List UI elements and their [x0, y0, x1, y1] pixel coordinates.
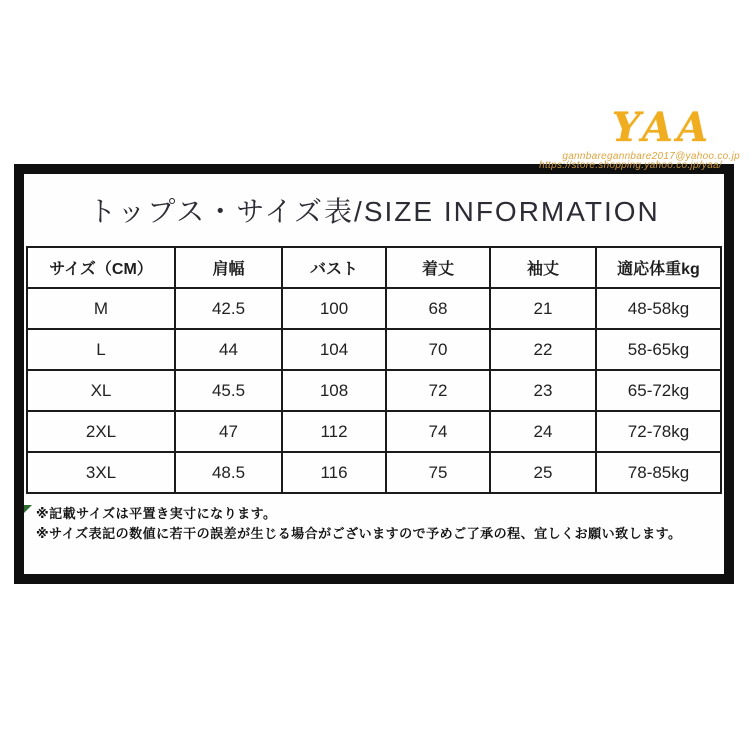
table-cell: 48.5: [175, 452, 282, 493]
table-cell: 25: [490, 452, 596, 493]
title-row: [24, 174, 724, 246]
table-cell: 74: [386, 411, 490, 452]
table-cell: 47: [175, 411, 282, 452]
table-cell: 21: [490, 288, 596, 329]
store-logo-text: YAA: [611, 104, 712, 151]
note-line: ※サイズ表記の数値に若干の誤差が生じる場合がございますので予めご了承の程、宜しくお願い致します。: [36, 526, 682, 542]
note-line: ※記載サイズは平置き実寸になります。: [36, 506, 277, 521]
column-header: 肩幅: [175, 247, 282, 288]
table-cell: 45.5: [175, 370, 282, 411]
size-table-header: [27, 247, 721, 288]
table-cell: 58-65kg: [596, 329, 721, 370]
table-cell: M: [27, 288, 175, 329]
table-cell: 44: [175, 329, 282, 370]
store-email: gannbaregannbare2017@yahoo.co.jp: [562, 151, 740, 162]
notes-section: [24, 494, 724, 544]
table-cell: XL: [27, 370, 175, 411]
table-cell: 72: [386, 370, 490, 411]
table-cell: 2XL: [27, 411, 175, 452]
table-cell: 112: [282, 411, 386, 452]
column-header: 適応体重kg: [596, 247, 721, 288]
table-cell: 78-85kg: [596, 452, 721, 493]
table-cell: 65-72kg: [596, 370, 721, 411]
table-cell: 70: [386, 329, 490, 370]
store-url: https://store.shopping.yahoo.co.jp/yaa/: [539, 160, 722, 171]
table-cell: 75: [386, 452, 490, 493]
table-row: [27, 411, 721, 452]
table-cell: 100: [282, 288, 386, 329]
table-cell: 3XL: [27, 452, 175, 493]
table-cell: 48-58kg: [596, 288, 721, 329]
table-cell: 24: [490, 411, 596, 452]
table-row: [27, 370, 721, 411]
table-cell: L: [27, 329, 175, 370]
size-table: [26, 246, 722, 494]
column-header: 袖丈: [490, 247, 596, 288]
table-row: [27, 452, 721, 493]
column-header: 着丈: [386, 247, 490, 288]
store-logo: [562, 104, 740, 162]
table-cell: 68: [386, 288, 490, 329]
table-row: [27, 329, 721, 370]
table-row: [27, 288, 721, 329]
size-chart-frame: [14, 164, 734, 584]
page-title: トップス・サイズ表/SIZE INFORMATION: [88, 196, 660, 227]
green-corner-artifact: [24, 505, 32, 513]
header-row: [27, 247, 721, 288]
column-header: サイズ（CM）: [27, 247, 175, 288]
table-cell: 72-78kg: [596, 411, 721, 452]
table-cell: 108: [282, 370, 386, 411]
table-cell: 22: [490, 329, 596, 370]
table-cell: 116: [282, 452, 386, 493]
table-cell: 23: [490, 370, 596, 411]
table-cell: 42.5: [175, 288, 282, 329]
column-header: バスト: [282, 247, 386, 288]
size-table-body: [27, 288, 721, 493]
table-cell: 104: [282, 329, 386, 370]
